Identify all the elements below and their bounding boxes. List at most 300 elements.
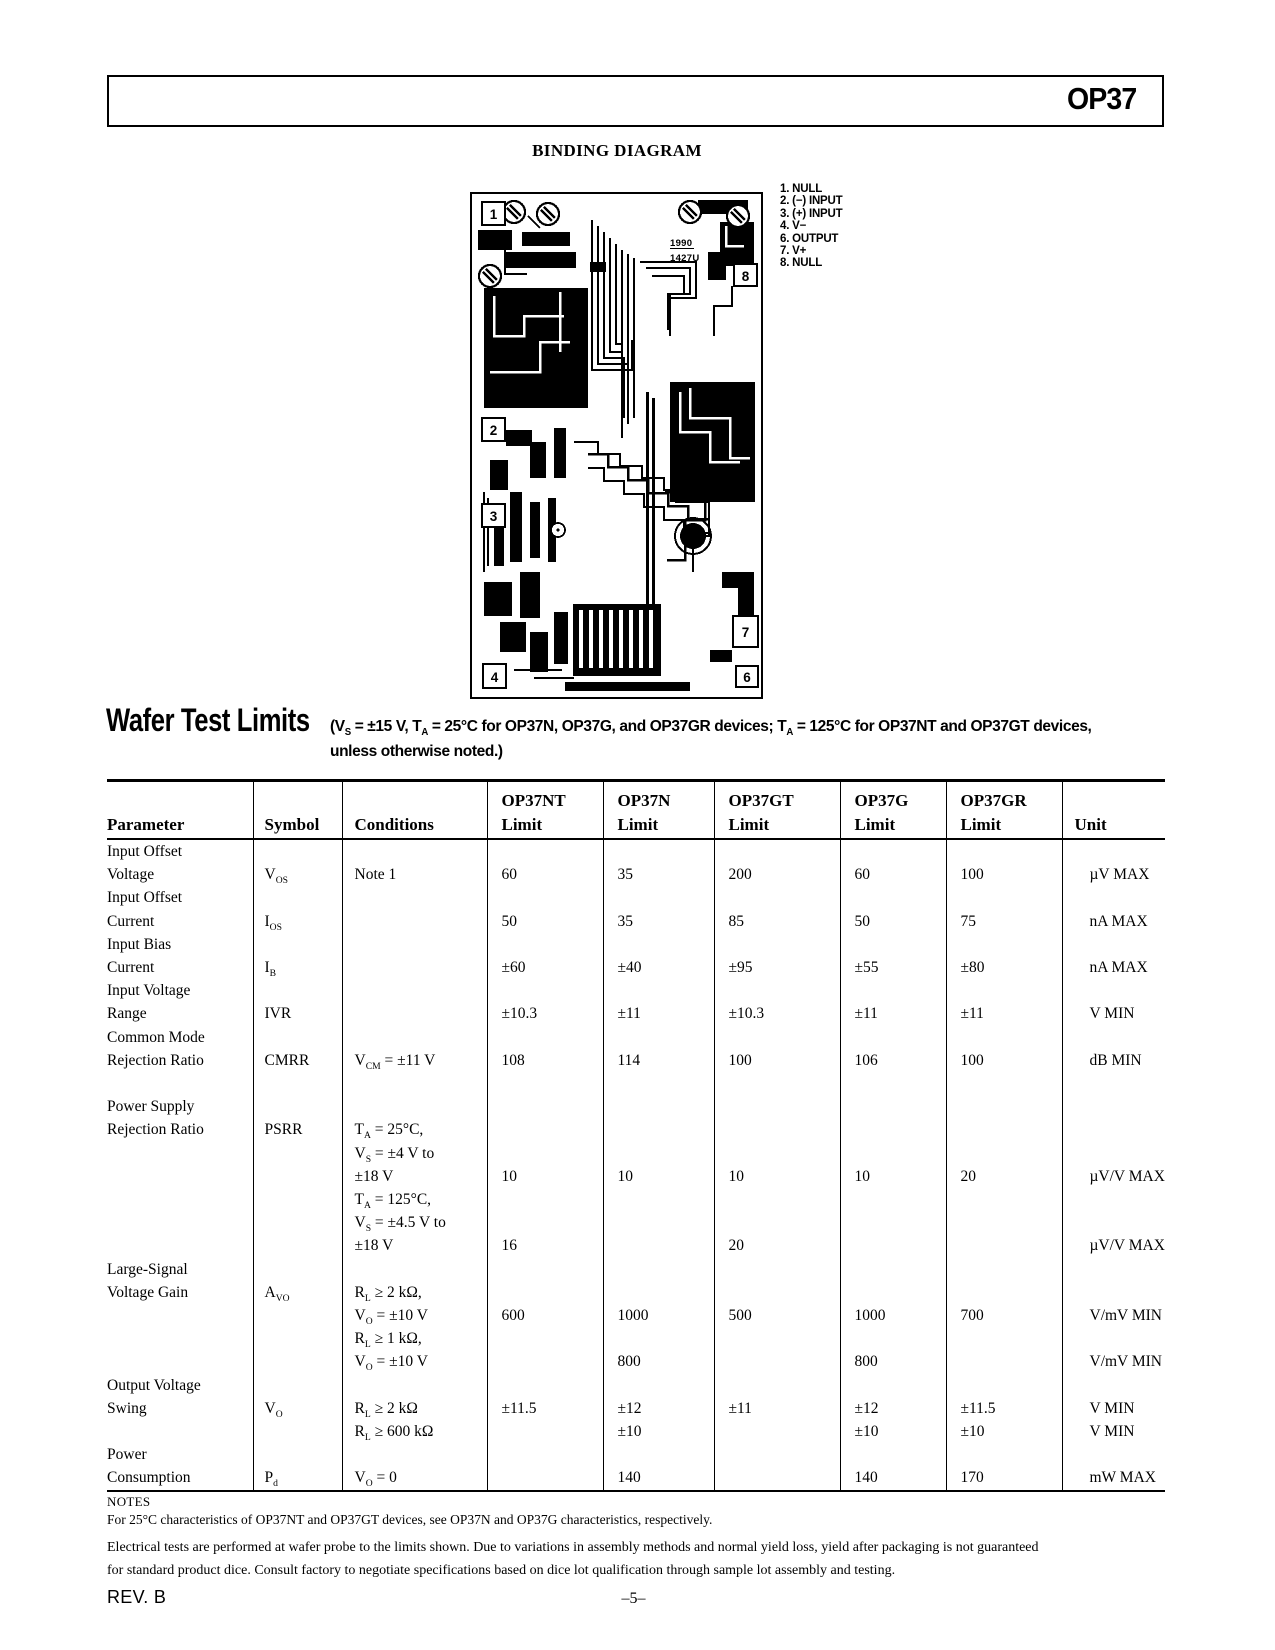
table-row <box>107 1165 1165 1188</box>
table-cell: $I_{OS}$ <box>253 910 342 933</box>
pad-3: 3 <box>489 509 498 524</box>
note-2-line-1: Electrical tests are performed at wafer probe to the limits shown. Due to variations in assembly methods and normal yield loss, yield after packaging is not guaranteed <box>107 1540 1039 1555</box>
table-cell: ±10 <box>946 1420 1062 1443</box>
table-cell <box>946 1118 1062 1141</box>
pad-7: 7 <box>741 625 750 640</box>
table-cell <box>603 1188 714 1211</box>
table-cell: IVR <box>253 1002 342 1025</box>
table-cell <box>1062 1443 1165 1466</box>
table-cell <box>253 1420 342 1443</box>
col-op37gr: OP37GR <box>946 781 1062 812</box>
pin-item: 7. V+ <box>780 245 807 258</box>
wafer-test-limits-table <box>107 779 1165 1492</box>
pad-6: 6 <box>743 670 751 685</box>
revision-label: REV. B <box>107 1587 167 1607</box>
table-cell <box>342 1443 487 1466</box>
table-row <box>107 1420 1165 1443</box>
table-row <box>107 1374 1165 1397</box>
table-cell <box>946 979 1062 1002</box>
table-cell <box>342 1002 487 1025</box>
table-cell: Input Voltage <box>107 982 191 1000</box>
table-cell <box>946 1281 1062 1304</box>
table-row <box>107 1026 1165 1049</box>
table-cell: nA MAX <box>1062 910 1165 933</box>
table-cell: $T_A = 125^\circ C$, <box>342 1188 487 1211</box>
table-cell <box>840 1142 946 1165</box>
table-cell <box>714 1374 840 1397</box>
table-cell <box>603 1118 714 1141</box>
table-cell <box>1062 1211 1165 1234</box>
table-cell <box>342 1374 487 1397</box>
table-cell: $V_S = \pm 4$ V to <box>342 1142 487 1165</box>
table-cell: Input Offset <box>107 843 183 860</box>
table-cell: $P_d$ <box>253 1466 342 1490</box>
table-cell: Note 1 <box>342 863 487 886</box>
table-header-row <box>107 811 1165 839</box>
table-cell: ±40 <box>603 956 714 979</box>
pin-item: 1. NULL <box>780 183 823 195</box>
table-cell <box>487 1350 603 1373</box>
col-op37gt: OP37GT <box>714 781 840 812</box>
table-cell: ±95 <box>714 956 840 979</box>
table-row <box>107 933 1165 956</box>
table-cell: 20 <box>946 1165 1062 1188</box>
table-cell <box>107 1165 253 1188</box>
table-cell <box>487 839 603 863</box>
table-row <box>107 1281 1165 1304</box>
table-row <box>107 1095 1165 1118</box>
table-cell: CMRR <box>253 1049 342 1072</box>
table-cell <box>840 1188 946 1211</box>
table-cell: Current <box>107 959 155 977</box>
table-cell <box>253 886 342 909</box>
table-cell: $V_O$ <box>253 1397 342 1420</box>
product-title-box <box>107 75 1164 127</box>
table-cell <box>603 839 714 863</box>
die-bonding-diagram <box>470 192 763 699</box>
table-cell <box>946 1095 1062 1118</box>
table-cell: 10 <box>487 1165 603 1188</box>
table-cell <box>840 1118 946 1141</box>
page-number: –5– <box>621 1590 646 1607</box>
table-cell: µV MAX <box>1062 863 1165 886</box>
table-cell <box>603 933 714 956</box>
table-cell: 16 <box>487 1234 603 1257</box>
table-cell <box>253 1072 342 1095</box>
table-cell: Current <box>107 912 155 930</box>
table-cell: ±10.3 <box>714 1002 840 1025</box>
table-cell <box>946 1211 1062 1234</box>
col-unit: Unit <box>1062 811 1165 839</box>
table-cell: Swing <box>107 1399 147 1417</box>
table-cell <box>603 886 714 909</box>
table-cell <box>342 933 487 956</box>
table-cell: ±11 <box>946 1002 1062 1025</box>
table-cell <box>1062 886 1165 909</box>
section-heading: Wafer Test Limits <box>106 702 310 738</box>
pin-item: 6. OUTPUT <box>780 232 839 245</box>
table-cell: Power <box>107 1446 147 1464</box>
col-conditions: Conditions <box>342 811 487 839</box>
table-cell <box>714 1466 840 1490</box>
table-cell <box>714 979 840 1002</box>
table-row <box>107 1327 1165 1350</box>
table-cell <box>342 886 487 909</box>
table-cell <box>253 1350 342 1373</box>
table-cell <box>603 1211 714 1234</box>
table-cell <box>253 979 342 1002</box>
table-cell <box>487 1026 603 1049</box>
table-cell <box>840 1026 946 1049</box>
col-op37g: OP37G <box>840 781 946 812</box>
table-row <box>107 1234 1165 1257</box>
table-cell: V/mV MIN <box>1062 1350 1165 1373</box>
table-cell <box>487 1188 603 1211</box>
table-cell <box>253 1211 342 1234</box>
table-cell: µV/V MAX <box>1062 1234 1165 1257</box>
table-cell <box>840 1327 946 1350</box>
table-cell <box>603 1374 714 1397</box>
table-cell <box>603 1142 714 1165</box>
table-cell: nA MAX <box>1062 956 1165 979</box>
table-cell <box>603 979 714 1002</box>
table-cell <box>487 1142 603 1165</box>
table-cell: ±55 <box>840 956 946 979</box>
col-limit: Limit <box>946 811 1062 839</box>
table-cell <box>603 1095 714 1118</box>
table-cell <box>253 1374 342 1397</box>
table-cell <box>487 1072 603 1095</box>
table-cell: 600 <box>487 1304 603 1327</box>
table-cell <box>487 1420 603 1443</box>
table-cell: 1000 <box>840 1304 946 1327</box>
table-cell: 140 <box>603 1466 714 1490</box>
table-cell: 1000 <box>603 1304 714 1327</box>
table-cell <box>603 1443 714 1466</box>
table-cell: ±18 V <box>342 1234 487 1257</box>
table-cell: $V_{CM} = \pm 11$ V <box>342 1049 487 1072</box>
table-cell <box>714 1281 840 1304</box>
table-cell <box>714 1211 840 1234</box>
table-cell: 170 <box>946 1466 1062 1490</box>
table-row <box>107 863 1165 886</box>
table-cell <box>107 1211 253 1234</box>
table-cell <box>342 1258 487 1281</box>
table-cell <box>1062 1026 1165 1049</box>
table-cell: 50 <box>487 910 603 933</box>
table-cell <box>107 1072 253 1095</box>
table-cell: $V_O = \pm 10$ V <box>342 1350 487 1373</box>
note-2 <box>107 1537 1165 1582</box>
table-cell <box>107 1350 253 1373</box>
table-cell: 140 <box>840 1466 946 1490</box>
table-cell <box>253 1258 342 1281</box>
table-cell <box>714 1188 840 1211</box>
table-row <box>107 1466 1165 1490</box>
table-cell <box>946 1443 1062 1466</box>
table-cell: ±11 <box>603 1002 714 1025</box>
table-cell <box>342 1095 487 1118</box>
table-cell <box>840 886 946 909</box>
table-cell: $V_O = 0$ <box>342 1466 487 1490</box>
table-cell <box>1062 1374 1165 1397</box>
die-label-year: 1990 <box>670 238 693 249</box>
table-row <box>107 1002 1165 1025</box>
table-row <box>107 1397 1165 1420</box>
table-cell <box>946 1350 1062 1373</box>
table-cell: V MIN <box>1062 1420 1165 1443</box>
table-cell <box>1062 979 1165 1002</box>
table-cell <box>840 1281 946 1304</box>
table-row <box>107 1258 1165 1281</box>
table-cell <box>342 910 487 933</box>
table-cell: dB MIN <box>1062 1049 1165 1072</box>
note-2-line-2: for standard product dice. Consult factory to negotiate specifications based on dice lot qualification through sample lot assembly and testing. <box>107 1562 896 1578</box>
table-cell: 20 <box>714 1234 840 1257</box>
col-limit: Limit <box>714 811 840 839</box>
table-cell: $R_L \ge 1$ kΩ, <box>342 1327 487 1350</box>
table-cell: $V_S = \pm 4.5$ V to <box>342 1211 487 1234</box>
table-cell: Input Offset <box>107 889 183 907</box>
table-cell <box>342 1072 487 1095</box>
table-row <box>107 1304 1165 1327</box>
table-cell <box>253 1234 342 1257</box>
pad-1: 1 <box>489 207 498 222</box>
table-cell: $I_B$ <box>253 956 342 979</box>
table-cell <box>714 886 840 909</box>
table-cell <box>487 979 603 1002</box>
pin-item: 3. (+) INPUT <box>780 207 843 220</box>
table-cell <box>603 1258 714 1281</box>
table-cell: mW MAX <box>1062 1466 1165 1490</box>
table-cell <box>946 1026 1062 1049</box>
table-cell: V MIN <box>1062 1397 1165 1420</box>
table-cell <box>487 1118 603 1141</box>
table-cell <box>946 1234 1062 1257</box>
table-cell <box>603 1327 714 1350</box>
table-row <box>107 1072 1165 1095</box>
table-cell: 50 <box>840 910 946 933</box>
table-cell <box>1062 1072 1165 1095</box>
table-cell: 100 <box>714 1049 840 1072</box>
table-cell <box>840 1374 946 1397</box>
table-cell: 106 <box>840 1049 946 1072</box>
table-cell: 60 <box>840 863 946 886</box>
table-cell <box>107 1142 253 1165</box>
table-cell <box>1062 1118 1165 1141</box>
table-cell: 10 <box>714 1165 840 1188</box>
pin-item: 2. (−) INPUT <box>780 195 843 208</box>
table-cell <box>946 886 1062 909</box>
table-cell: ±11.5 <box>487 1397 603 1420</box>
table-cell <box>714 1142 840 1165</box>
table-cell <box>487 933 603 956</box>
table-cell: $V_{OS}$ <box>253 863 342 886</box>
table-cell <box>487 1095 603 1118</box>
table-cell: ±12 <box>603 1397 714 1420</box>
table-cell <box>840 1072 946 1095</box>
table-cell <box>946 1327 1062 1350</box>
table-cell <box>946 1072 1062 1095</box>
table-cell <box>253 1304 342 1327</box>
table-cell <box>107 1188 253 1211</box>
table-cell <box>107 1304 253 1327</box>
col-op37n: OP37N <box>603 781 714 812</box>
table-cell <box>714 1095 840 1118</box>
table-cell: $T_A = 25^\circ C$, <box>342 1118 487 1141</box>
section-conditions <box>330 714 1145 764</box>
table-cell <box>714 1118 840 1141</box>
table-cell <box>1062 933 1165 956</box>
table-cell: $R_L \ge 2$ kΩ, <box>342 1281 487 1304</box>
table-cell <box>253 1095 342 1118</box>
table-row <box>107 839 1165 863</box>
table-row <box>107 1443 1165 1466</box>
conditions-line-1: ($V_S = \pm 15$ V, $T_A = 25^\circ C$ for OP37N, OP37G, and OP37GR devices; $T_A = 125^\circ C$ for OP37NT and OP37GT devices, <box>330 718 1092 739</box>
table-row <box>107 886 1165 909</box>
table-cell: ±80 <box>946 956 1062 979</box>
table-cell: Voltage Gain <box>107 1283 189 1301</box>
table-cell: Range <box>107 1005 147 1023</box>
table-row <box>107 979 1165 1002</box>
table-cell <box>840 1095 946 1118</box>
col-limit: Limit <box>487 811 603 839</box>
table-row <box>107 910 1165 933</box>
table-cell <box>714 1443 840 1466</box>
table-cell: 10 <box>840 1165 946 1188</box>
table-cell <box>487 1281 603 1304</box>
pad-2: 2 <box>489 423 498 438</box>
col-parameter: Parameter <box>107 811 253 839</box>
pad-8: 8 <box>741 269 750 284</box>
table-cell: $V_O = \pm 10$ V <box>342 1304 487 1327</box>
table-cell <box>946 839 1062 863</box>
table-row <box>107 1211 1165 1234</box>
col-symbol: Symbol <box>253 811 342 839</box>
table-cell <box>714 1026 840 1049</box>
table-cell: 200 <box>714 863 840 886</box>
table-cell: 800 <box>603 1350 714 1373</box>
table-cell: 85 <box>714 910 840 933</box>
table-cell: 35 <box>603 863 714 886</box>
table-cell: Rejection Ratio <box>107 1121 204 1139</box>
table-cell: Rejection Ratio <box>107 1051 204 1069</box>
table-cell <box>342 956 487 979</box>
table-cell <box>840 1443 946 1466</box>
table-cell <box>603 1281 714 1304</box>
col-limit: Limit <box>840 811 946 839</box>
table-cell <box>1062 1095 1165 1118</box>
table-cell: 100 <box>946 863 1062 886</box>
table-cell: Consumption <box>107 1469 191 1487</box>
table-cell <box>487 886 603 909</box>
pad-4: 4 <box>490 670 499 685</box>
table-cell <box>946 933 1062 956</box>
table-cell <box>253 1327 342 1350</box>
table-cell: 100 <box>946 1049 1062 1072</box>
table-cell <box>946 1374 1062 1397</box>
table-cell <box>840 1234 946 1257</box>
table-cell: ±11 <box>840 1002 946 1025</box>
table-cell: 10 <box>603 1165 714 1188</box>
table-row <box>107 1142 1165 1165</box>
table-cell <box>714 839 840 863</box>
table-cell <box>603 1072 714 1095</box>
table-cell: Power Supply <box>107 1098 195 1116</box>
table-group-header-row <box>107 781 1165 812</box>
table-cell: $R_L \ge 2$ kΩ <box>342 1397 487 1420</box>
table-cell: $R_L \ge 600$ kΩ <box>342 1420 487 1443</box>
table-cell <box>487 1466 603 1490</box>
table-cell: ±10 <box>603 1420 714 1443</box>
table-cell <box>714 1072 840 1095</box>
table-cell: 800 <box>840 1350 946 1373</box>
table-cell <box>840 1258 946 1281</box>
table-cell: Input Bias <box>107 935 172 953</box>
table-cell <box>1062 1327 1165 1350</box>
table-cell: ±60 <box>487 956 603 979</box>
table-row <box>107 956 1165 979</box>
table-cell: Common Mode <box>107 1028 205 1046</box>
table-cell: ±12 <box>840 1397 946 1420</box>
product-title: OP37 <box>1066 81 1136 116</box>
table-cell <box>1062 1142 1165 1165</box>
table-cell <box>840 979 946 1002</box>
table-cell: 35 <box>603 910 714 933</box>
table-cell <box>840 1211 946 1234</box>
table-cell: 114 <box>603 1049 714 1072</box>
table-cell <box>1062 1258 1165 1281</box>
table-cell: ±18 V <box>342 1165 487 1188</box>
table-cell: V MIN <box>1062 1002 1165 1025</box>
table-cell <box>253 1188 342 1211</box>
binding-diagram-title: BINDING DIAGRAM <box>532 141 702 160</box>
table-cell <box>487 1374 603 1397</box>
table-cell <box>840 839 946 863</box>
table-cell <box>487 1258 603 1281</box>
pin-item: 4. V− <box>780 220 807 233</box>
table-cell <box>840 933 946 956</box>
table-cell <box>603 1026 714 1049</box>
table-cell <box>714 1350 840 1373</box>
table-cell <box>714 933 840 956</box>
table-cell <box>253 1443 342 1466</box>
table-cell <box>1062 1281 1165 1304</box>
table-cell: 700 <box>946 1304 1062 1327</box>
notes-title: NOTES <box>107 1494 151 1509</box>
table-cell <box>487 1443 603 1466</box>
table-cell <box>342 979 487 1002</box>
table-cell: µV/V MAX <box>1062 1165 1165 1188</box>
table-row <box>107 1049 1165 1072</box>
table-cell <box>714 1420 840 1443</box>
table-cell: $A_{VO}$ <box>253 1281 342 1304</box>
table-cell: 108 <box>487 1049 603 1072</box>
conditions-line-2: unless otherwise noted.) <box>330 743 503 760</box>
table-cell <box>342 839 487 863</box>
table-cell <box>342 1026 487 1049</box>
table-cell: ±10.3 <box>487 1002 603 1025</box>
table-cell <box>253 933 342 956</box>
table-cell: 60 <box>487 863 603 886</box>
table-cell: ±10 <box>840 1420 946 1443</box>
table-cell: PSRR <box>253 1118 342 1141</box>
table-cell <box>253 1026 342 1049</box>
col-limit: Limit <box>603 811 714 839</box>
table-cell <box>946 1258 1062 1281</box>
table-cell <box>107 1234 253 1257</box>
table-cell: Voltage <box>107 866 155 884</box>
